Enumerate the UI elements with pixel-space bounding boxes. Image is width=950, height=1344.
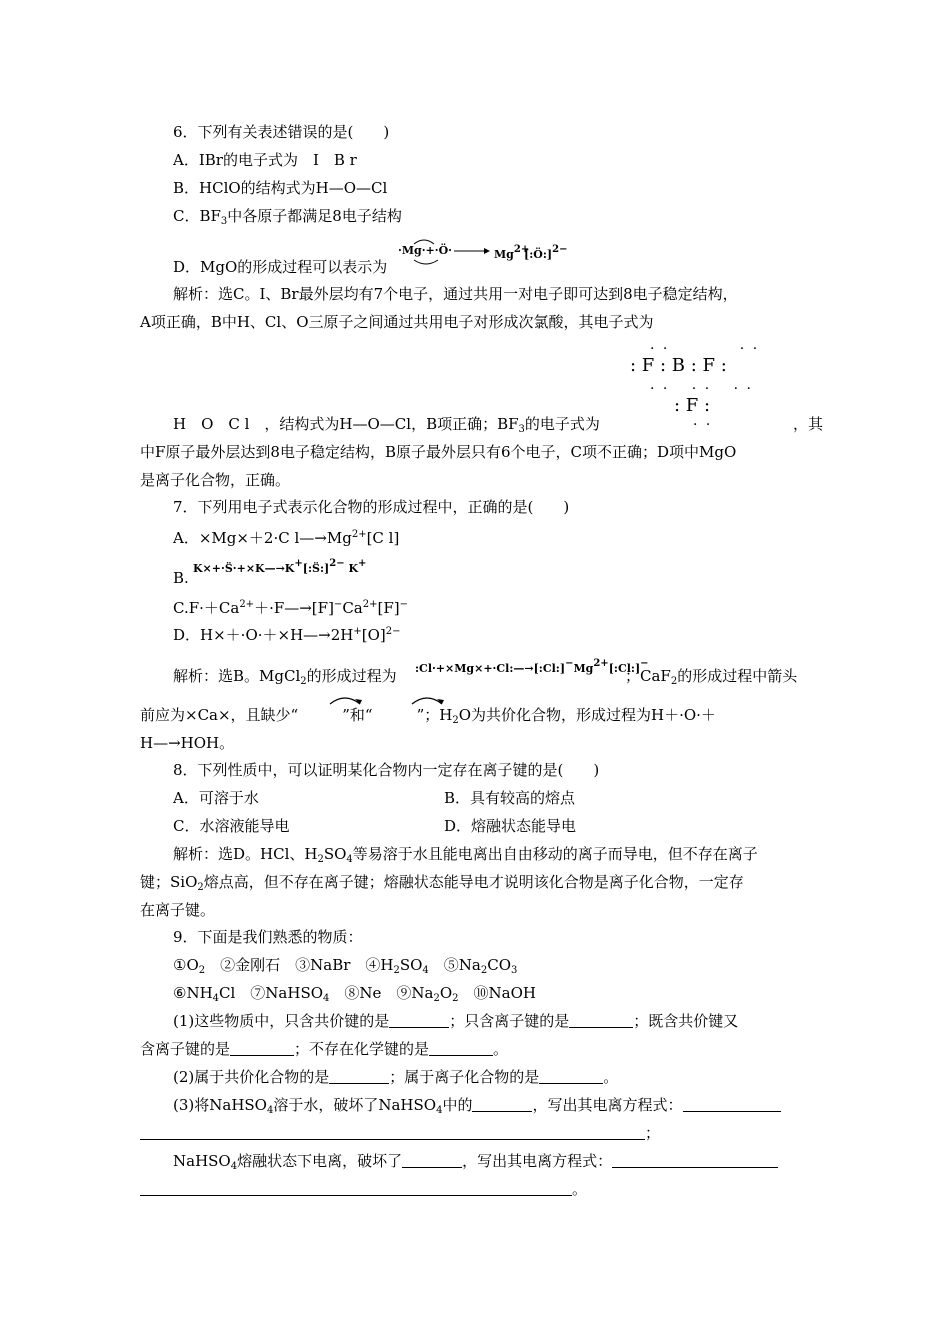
q9-stem: 9．下面是我们熟悉的物质：: [173, 928, 363, 946]
q9-part3-line1: (3)将NaHSO$_4$溶于水，破坏了NaHSO$_4$中的 ，写出其电离方程式：: [173, 1095, 781, 1121]
answer-blank[interactable]: [612, 1153, 778, 1168]
answer-blank[interactable]: [230, 1041, 294, 1056]
q6-mgo-product-o: [:Ö:]2−: [524, 244, 568, 261]
q7-option-d: D．$H\times+\cdot O\cdot+\times H—\to 2H^+[O]^{2-}$: [173, 626, 401, 644]
answer-blank[interactable]: [539, 1069, 603, 1084]
q8-answer-line1: 解析：选D。HCl、$H_2SO_4$等易溶于水且能电离出自由移动的离子而导电，但不存在离子: [173, 845, 758, 865]
bf3-main-row: : F : B : F :: [630, 355, 727, 376]
q8-option-c: C．水溶液能导电: [173, 817, 290, 835]
answer-blank[interactable]: [429, 1041, 493, 1056]
q6-c-sub: 3: [220, 216, 228, 227]
q7-answer-line2: 前应为×Ca×，且缺少“ ”和“ ”；$H_2O$为共价化合物，形成过程为H＋·O·＋: [140, 706, 716, 726]
q7-option-a: A．×Mg×＋2·C $l—\to Mg^{2+}[C$ l]: [173, 529, 400, 547]
q9-part3-line2: ；: [140, 1123, 660, 1143]
bf3-bottom-row: : F :: [674, 395, 711, 416]
q7-stem: 7．下列用电子式表示化合物的形成过程中，正确的是( ): [173, 498, 570, 516]
q6-answer-line3-tail: ，其: [793, 415, 824, 433]
q6-stem: 6．下列有关表述错误的是( ): [173, 123, 390, 141]
q9-substance-list-1: $①O_2$ ②金刚石 ③NaBr $④H_2SO_4$ $⑤Na_2CO_3$: [173, 956, 518, 976]
q8-option-a: A．可溶于水: [173, 789, 259, 807]
q6-answer-line4: 中F原子最外层达到8电子稳定结构，B原子最外层只有6个电子，C项不正确；D项中MgO: [140, 443, 737, 461]
bf3-dots-top: · · · ·: [650, 341, 760, 357]
q6-c-post: 中各原子都满足8电子结构: [227, 207, 402, 225]
q7-answer-line1-tail: ；CaF$_2$的形成过程中箭头: [625, 667, 798, 687]
q9-part3-line3: NaHSO$_4$熔融状态下电离，破坏了 ，写出其电离方程式：: [173, 1151, 778, 1177]
q9-substance-list-2: $⑥NH_4Cl$ ⑦NaHSO$_4$ ⑧Ne $⑨Na_2O_2$ ⑩NaOH: [173, 984, 536, 1004]
q7-curved-arrows: [0, 690, 950, 730]
q9-part1-line2: 含离子键的是 ；不存在化学键的是 。: [140, 1040, 509, 1058]
q6-answer-line1: 解析：选C。I、Br最外层均有7个电子，通过共用一对电子即可达到8电子稳定结构，: [173, 285, 738, 303]
q8-stem: 8．下列性质中，可以证明某化合物内一定存在离子键的是( ): [173, 761, 600, 779]
q6-c-pre: C．BF: [173, 207, 221, 225]
q8-option-b: B．具有较高的熔点: [444, 789, 576, 807]
bf3-dots-bottom: · ·: [693, 417, 713, 433]
q6-option-c: [173, 206, 402, 232]
q6-mgo-reactants: ·Mg·+·Ö·: [398, 244, 452, 257]
answer-blank[interactable]: [683, 1097, 781, 1112]
q9-part3-line4: 。: [140, 1179, 587, 1199]
answer-blank[interactable]: [329, 1069, 389, 1084]
q8-answer-line3: 在离子键。: [140, 901, 216, 919]
q9-part2: (2)属于共价化合物的是 ；属于离子化合物的是 。: [173, 1068, 619, 1086]
q6-answer-line5: 是离子化合物，正确。: [140, 471, 291, 489]
answer-blank[interactable]: [402, 1153, 462, 1168]
q7-option-b-image: K×+·S̈·+×K—→K+[:S̈:]2− K+: [193, 558, 367, 575]
q6-option-a: A．IBr的电子式为 I B r: [173, 151, 357, 169]
answer-blank[interactable]: [140, 1181, 572, 1196]
q6-answer-line3: H O C l ，结构式为H—O—Cl，B项正确；$BF_3$的电子式为: [173, 415, 600, 435]
answer-blank[interactable]: [472, 1097, 532, 1112]
answer-blank[interactable]: [140, 1125, 645, 1140]
q6-option-b: B．HClO的结构式为H—O—Cl: [173, 179, 388, 197]
q7-mgcl2-image: :Cl·+×Mg×+·Cl:—→[:Cl:]−Mg2+[:Cl:]−: [415, 658, 649, 675]
q8-answer-line2: 键；SiO$_2$熔点高，但不存在离子键；熔融状态能导电才说明该化合物是离子化合物，一定存: [140, 873, 744, 893]
q9-part1-line1: (1)这些物质中，只含共价键的是 ；只含离子键的是 ；既含共价键又: [173, 1012, 739, 1030]
answer-blank[interactable]: [389, 1013, 449, 1028]
q6-mgo-product-mg: Mg2+: [494, 244, 530, 261]
answer-blank[interactable]: [569, 1013, 633, 1028]
q6-mgo-formation-image: [396, 238, 576, 268]
q6-answer-line2: A项正确，B中H、Cl、O三原子之间通过共用电子对形成次氯酸，其电子式为: [140, 313, 654, 331]
q7-answer-line1: 解析：选B。MgCl$_2$的形成过程为: [173, 667, 397, 687]
q6-option-d: D．MgO的形成过程可以表示为: [173, 258, 388, 276]
q7-option-b-label: B.: [173, 569, 189, 587]
q8-option-d: D．熔融状态能导电: [444, 817, 577, 835]
q7-answer-line3: H—→HOH。: [140, 734, 235, 752]
q7-option-c: $C.F\cdot+Ca^{2+}+\cdot F—\to[F]^-Ca^{2+}[F]^-$: [173, 599, 408, 617]
bf3-dots-mid: · · · · · ·: [650, 381, 753, 397]
